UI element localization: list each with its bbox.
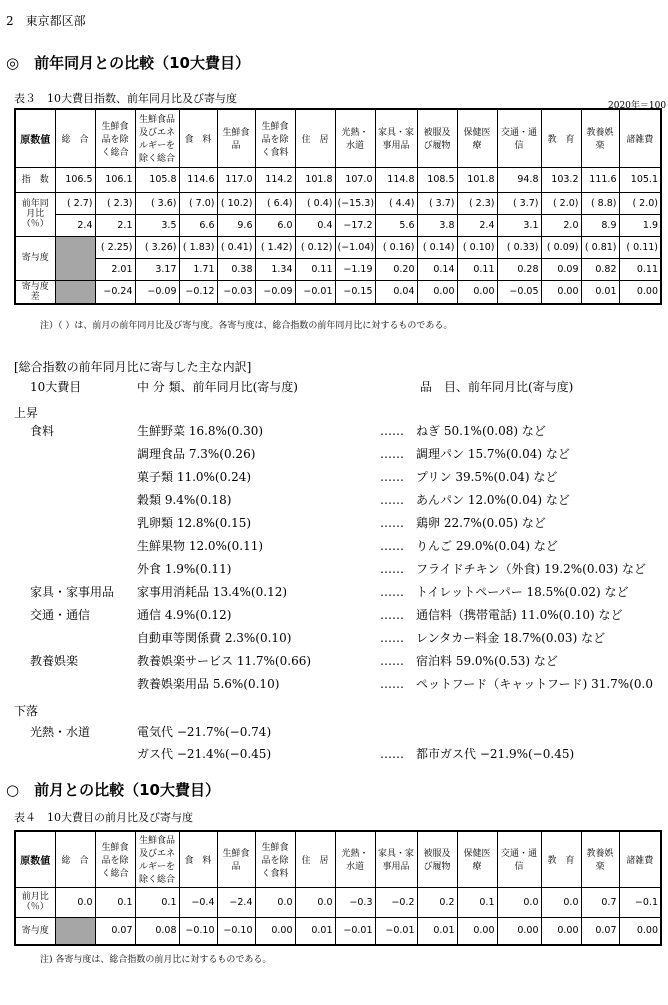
breakdown-item: ‥‥‥ ねぎ 50.1%(0.08) など [380,424,546,438]
breakdown-item: ‥‥‥ 宿泊料 59.0%(0.53) など [380,654,558,668]
blank-cell [55,917,95,945]
table3-row-contrib [15,258,661,280]
data-cell: ( 1.42) [255,236,295,258]
breakdown-item: ‥‥‥ 調理パン 15.7%(0.04) など [380,447,570,461]
data-cell: 101.8 [295,167,335,192]
data-cell: −0.4 [179,887,217,917]
data-cell: 9.6 [217,214,255,236]
data-cell: −0.01 [335,917,375,945]
breakdown-item: ‥‥‥ フライドチキン（外食) 19.2%(0.03) など [380,562,647,576]
col-header: 保健医療 [457,831,497,887]
table3 [14,108,662,305]
data-cell: 0.20 [375,258,417,280]
col-header: 食 料 [179,109,217,167]
table4-row-mom [15,887,661,917]
data-cell: 3.8 [417,214,457,236]
breakdown-cat: 食料 [30,424,55,438]
row-label: 前年同月比（％） [15,192,55,236]
data-cell: ( 0.14) [417,236,457,258]
breakdown-mid: 穀類 9.4%(0.18) [137,493,232,507]
breakdown-cat: 交通・通信 [30,608,91,622]
data-cell: 6.0 [255,214,295,236]
col-header: 生鮮食品及びエネルギーを除く総合 [135,831,179,887]
data-cell: ( 10.2) [217,192,255,214]
data-cell: ( 0.41) [217,236,255,258]
data-cell: 106.1 [95,167,135,192]
table3-row-index [15,167,661,192]
row-label: 前月比（％） [15,887,55,917]
data-cell: −2.4 [217,887,255,917]
data-cell: (−15.3) [335,192,375,214]
table3-title: 表３ 10大費目指数、前年同月比及び寄与度 [14,92,237,105]
data-cell: 0.82 [581,258,619,280]
data-cell: ( 0.81) [581,236,619,258]
data-cell: ( 3.7) [497,192,541,214]
heading-yoy: ◎ 前年同月との比較（10大費目） [6,54,250,72]
data-cell: 114.2 [255,167,295,192]
data-cell: −17.2 [335,214,375,236]
row-label: 指 数 [15,167,55,192]
data-cell: 0.14 [417,258,457,280]
data-cell: ( 1.83) [179,236,217,258]
data-cell: 0.0 [55,887,95,917]
table4 [14,830,662,946]
data-cell: ( 0.12) [295,236,335,258]
table3-header-row [15,109,661,167]
table3-note: 注）（ ）は、前月の前年同月比及び寄与度。各寄与度は、総合指数の前年同月比に対するものである。 [40,321,453,331]
data-cell: 1.71 [179,258,217,280]
breakdown-item: ‥‥‥ りんご 29.0%(0.04) など [380,539,558,553]
data-cell: −0.10 [179,917,217,945]
breakdown-col2: 中 分 類、前年同月比(寄与度) [137,380,298,394]
data-cell: 1.9 [619,214,661,236]
data-cell: ( 2.0) [541,192,581,214]
data-cell: −0.09 [135,280,179,304]
breakdown-mid: 教養娯楽サービス 11.7%(0.66) [137,654,312,668]
data-cell: −0.03 [217,280,255,304]
data-cell: 111.6 [581,167,619,192]
data-cell: ( 2.25) [95,236,135,258]
col-header: 教 育 [541,109,581,167]
data-cell: −0.01 [295,280,335,304]
row-label: 寄与度差 [15,280,55,304]
data-cell: 94.8 [497,167,541,192]
heading-mom: ○ 前月との比較（10大費目） [6,781,220,799]
data-cell: 0.1 [457,887,497,917]
data-cell: ( 2.7) [55,192,95,214]
data-cell: 2.1 [95,214,135,236]
breakdown-mid: 外食 1.9%(0.11) [137,562,232,576]
data-cell: 0.04 [375,280,417,304]
data-cell: 0.4 [295,214,335,236]
col-header: 生鮮食品を除く食料 [255,831,295,887]
data-cell: −0.01 [375,917,417,945]
breakdown-mid: ガス代 −21.4%(−0.45) [137,747,272,761]
breakdown-item: ‥‥‥ ペットフード（キャットフード) 31.7%(0.0 [380,677,653,691]
data-cell: ( 2.0) [619,192,661,214]
data-cell: 0.1 [95,887,135,917]
table4-title: 表４ 10大費目の前月比及び寄与度 [14,811,193,824]
data-cell: 106.5 [55,167,95,192]
breakdown-item: ‥‥‥ あんパン 12.0%(0.04) など [380,493,570,507]
breakdown-mid: 電気代 −21.7%(−0.74) [137,725,272,739]
data-cell: 0.7 [581,887,619,917]
data-cell: ( 0.11) [619,236,661,258]
blank-cell [55,236,95,280]
data-cell: 3.5 [135,214,179,236]
data-cell: 0.09 [541,258,581,280]
data-cell: (−1.04) [335,236,375,258]
data-cell: 0.0 [255,887,295,917]
col-header: 総 合 [55,109,95,167]
breakdown-mid: 自動車等関係費 2.3%(0.10) [137,631,292,645]
data-cell: 0.00 [417,280,457,304]
col-header: 交通・通信 [497,831,541,887]
breakdown-col3: 品 目、前年同月比(寄与度) [420,380,574,394]
data-cell: ( 0.4) [295,192,335,214]
data-cell: 1.34 [255,258,295,280]
data-cell: 105.8 [135,167,179,192]
col-header: 生鮮食品 [217,109,255,167]
breakdown-col1: 10大費目 [30,380,82,394]
data-cell: −0.1 [619,887,661,917]
table4-note: 注) 各寄与度は、総合指数の前月比に対するものである。 [40,955,272,965]
breakdown-item: ‥‥‥ トイレットペーパー 18.5%(0.02) など [380,585,629,599]
data-cell: −0.2 [375,887,417,917]
data-cell: 0.00 [457,280,497,304]
data-cell: 0.00 [619,280,661,304]
col-header: 生鮮食品を除く総合 [95,109,135,167]
col-header: 住 居 [295,109,335,167]
col-header: 家具・家事用品 [375,109,417,167]
breakdown-title: [総合指数の前年同月比に寄与した主な内訳] [14,360,252,374]
data-cell: 0.07 [581,917,619,945]
col-header: 生鮮食品 [217,831,255,887]
data-cell: 0.2 [417,887,457,917]
data-cell: ( 6.4) [255,192,295,214]
data-cell: 8.9 [581,214,619,236]
data-cell: 0.01 [581,280,619,304]
data-cell: 0.00 [497,917,541,945]
data-cell: 0.00 [541,280,581,304]
data-cell: 107.0 [335,167,375,192]
table4-header-row [15,831,661,887]
data-cell: −0.10 [217,917,255,945]
data-cell: 6.6 [179,214,217,236]
table4-corner: 原数値 [15,831,55,887]
data-cell: 0.00 [457,917,497,945]
row-label: 寄与度 [15,236,55,280]
breakdown-mid: 家事用消耗品 13.4%(0.12) [137,585,288,599]
col-header: 光熱・水道 [335,831,375,887]
data-cell: ( 0.16) [375,236,417,258]
data-cell: ( 3.6) [135,192,179,214]
data-cell: ( 4.4) [375,192,417,214]
data-cell: ( 3.7) [417,192,457,214]
data-cell: 0.01 [295,917,335,945]
data-cell: ( 0.09) [541,236,581,258]
data-cell: ( 0.10) [457,236,497,258]
data-cell: −0.15 [335,280,375,304]
data-cell: ( 7.0) [179,192,217,214]
breakdown-mid: 調理食品 7.3%(0.26) [137,447,256,461]
breakdown-item: ‥‥‥ プリン 39.5%(0.04) など [380,470,558,484]
data-cell: 108.5 [417,167,457,192]
data-cell: 0.28 [497,258,541,280]
data-cell: −0.12 [179,280,217,304]
col-header: 交通・通信 [497,109,541,167]
data-cell: 3.17 [135,258,179,280]
col-header: 諸雑費 [619,109,661,167]
blank-cell [55,280,95,304]
breakdown-cat: 光熱・水道 [30,725,91,739]
breakdown-mid: 教養娯楽用品 5.6%(0.10) [137,677,280,691]
data-cell: −0.24 [95,280,135,304]
data-cell: 103.2 [541,167,581,192]
breakdown-mid: 生鮮果物 12.0%(0.11) [137,539,264,553]
data-cell: 0.11 [619,258,661,280]
data-cell: 0.11 [457,258,497,280]
col-header: 生鮮食品を除く食料 [255,109,295,167]
col-header: 教 育 [541,831,581,887]
col-header: 諸雑費 [619,831,661,887]
col-header: 被服及び履物 [417,831,457,887]
col-header: 教養娯楽 [581,109,619,167]
data-cell: 0.11 [295,258,335,280]
table3-corner: 原数値 [15,109,55,167]
row-label: 寄与度 [15,917,55,945]
col-header: 住 居 [295,831,335,887]
breakdown-cat: 家具・家事用品 [30,585,115,599]
table3-base: 2020年＝100 [608,101,667,111]
col-header: 保健医療 [457,109,497,167]
data-cell: −0.09 [255,280,295,304]
breakdown-up-label: 上昇 [14,406,39,420]
data-cell: 0.1 [135,887,179,917]
table3-row-diff [15,280,661,304]
breakdown-mid: 乳卵類 12.8%(0.15) [137,516,252,530]
data-cell: 105.1 [619,167,661,192]
breakdown-item: ‥‥‥ 都市ガス代 −21.9%(−0.45) [380,747,575,761]
data-cell: −0.05 [497,280,541,304]
data-cell: 0.01 [417,917,457,945]
data-cell: 0.0 [295,887,335,917]
col-header: 被服及び履物 [417,109,457,167]
breakdown-cat: 教養娯楽 [30,654,79,668]
breakdown-mid: 生鮮野菜 16.8%(0.30) [137,424,264,438]
data-cell: 114.8 [375,167,417,192]
data-cell: 0.00 [255,917,295,945]
data-cell: 117.0 [217,167,255,192]
breakdown-mid: 通信 4.9%(0.12) [137,608,232,622]
data-cell: 2.01 [95,258,135,280]
table3-row-yoy [15,214,661,236]
data-cell: 0.00 [619,917,661,945]
data-cell: 101.8 [457,167,497,192]
data-cell: 0.0 [541,887,581,917]
data-cell: ( 3.26) [135,236,179,258]
col-header: 生鮮食品を除く総合 [95,831,135,887]
col-header: 生鮮食品及びエネルギーを除く総合 [135,109,179,167]
section-header: 2 東京都区部 [6,14,86,28]
data-cell: 0.0 [497,887,541,917]
breakdown-down-label: 下落 [14,704,39,718]
data-cell: ( 2.3) [457,192,497,214]
data-cell: ( 8.8) [581,192,619,214]
data-cell: 3.1 [497,214,541,236]
data-cell: 0.07 [95,917,135,945]
data-cell: ( 0.33) [497,236,541,258]
breakdown-mid: 菓子類 11.0%(0.24) [137,470,252,484]
data-cell: ( 2.3) [95,192,135,214]
data-cell: 2.4 [55,214,95,236]
breakdown-item: ‥‥‥ レンタカー料金 18.7%(0.03) など [380,631,606,645]
breakdown-item: ‥‥‥ 通信料（携帯電話) 11.0%(0.10) など [380,608,623,622]
data-cell: 0.38 [217,258,255,280]
data-cell: −1.19 [335,258,375,280]
data-cell: 114.6 [179,167,217,192]
breakdown-item: ‥‥‥ 鶏卵 22.7%(0.05) など [380,516,546,530]
table3-row-yoy-prev [15,192,661,214]
col-header: 教養娯楽 [581,831,619,887]
table4-row-contrib [15,917,661,945]
data-cell: 0.08 [135,917,179,945]
table3-row-contrib-prev [15,236,661,258]
data-cell: −0.3 [335,887,375,917]
data-cell: 0.00 [541,917,581,945]
col-header: 総 合 [55,831,95,887]
col-header: 食 料 [179,831,217,887]
data-cell: 5.6 [375,214,417,236]
col-header: 光熱・水道 [335,109,375,167]
col-header: 家具・家事用品 [375,831,417,887]
data-cell: 2.4 [457,214,497,236]
data-cell: 2.0 [541,214,581,236]
